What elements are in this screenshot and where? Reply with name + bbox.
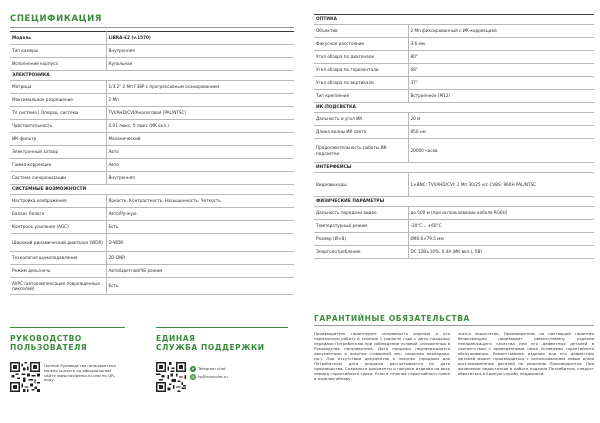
guide-qr-code[interactable] (10, 362, 40, 392)
spec-row (10, 58, 294, 71)
spec-value: Авто (106, 159, 294, 172)
spec-key: Длина волны ИК-света (314, 126, 408, 139)
spec-value: 0.01 люкс, 0 люкс (ИК вкл.) (106, 120, 294, 133)
support-qr-code[interactable] (156, 362, 186, 392)
spec-value: Механический (106, 133, 294, 146)
section-title: ЭЛЕКТРОНИКА (10, 71, 294, 81)
spec-section-header (314, 103, 594, 113)
spec-table-left (10, 31, 294, 295)
spec-value: Внутренняя (106, 45, 294, 58)
spec-row (314, 139, 594, 163)
section-title: ИК-ПОДСВЕТКА (314, 103, 594, 113)
spec-value: 3.6 мм (408, 38, 594, 51)
spec-row (314, 246, 594, 259)
spec-row (10, 221, 294, 234)
guide-text: Полное Руководство пользователя можно скачать на официальном сайте www.novibemo.ru или по QR-коду. (44, 363, 116, 383)
spec-row (10, 81, 294, 94)
spec-row (314, 77, 594, 90)
spec-key: AVPC (автокомпенсация поврежденных пикселей) (10, 277, 106, 295)
spec-key: Баланс белого (10, 208, 106, 221)
spec-key: Система синхронизации (10, 172, 106, 185)
spec-value: Авто (106, 146, 294, 159)
spec-value: Авто/Цветной/ЧБ режим (106, 264, 294, 277)
spec-key: TV система | Операц. система (10, 107, 106, 120)
spec-key: Дальность передачи видео (314, 207, 408, 220)
spec-key: Режим день/ночь (10, 264, 106, 277)
spec-value: 20000 часов (408, 139, 594, 163)
spec-section-header (10, 185, 294, 195)
spec-key: Модель (10, 32, 106, 45)
support-title-line1: ЕДИНАЯ (156, 334, 196, 343)
spec-row (10, 277, 294, 295)
spec-key: Тип крепления (314, 90, 408, 103)
spec-section-header (314, 15, 594, 25)
guide-title-line1: РУКОВОДСТВО (10, 334, 82, 343)
spec-key: Энергопотребление (314, 246, 408, 259)
spec-key: Угол обзора по вертикали (314, 77, 408, 90)
spec-row (314, 113, 594, 126)
spec-value: 37° (408, 77, 594, 90)
spec-row (10, 32, 294, 45)
support-title (156, 334, 265, 352)
spec-row (314, 173, 594, 197)
spec-key: Настройка изображения (10, 195, 106, 208)
section-title: ФИЗИЧЕСКИЕ ПАРАМЕТРЫ (314, 197, 594, 207)
support-title-line2: СЛУЖБА ПОДДЕРЖКИ (156, 343, 265, 352)
spec-value: -20°C ...+60°C (408, 220, 594, 233)
spec-key: ИК-фильтр (10, 133, 106, 146)
spec-row (314, 90, 594, 103)
divider (10, 327, 125, 328)
spec-key: Угол обзора по горизонтали (314, 64, 408, 77)
spec-key: Фокусное расстояние (314, 38, 408, 51)
spec-key: Максимальное разрешение (10, 94, 106, 107)
spec-title: СПЕЦИФИКАЦИЯ (10, 14, 102, 24)
spec-key: Широкий динамический диапазон (WDR) (10, 234, 106, 252)
spec-row (10, 172, 294, 185)
spec-value: Есть (106, 277, 294, 295)
warranty-text-col1: Производитель гарантирует исправность изделия и его нормальную работу в течение 1 (одного) года с даты продажи/передачи Потребителю при соблюдении условий, изложенных в Руководстве пользователя. Дата продажи подтверждается документами о покупке (товарный чек, товарная накладная, пр.). При отсутствии документов о покупке (продажи для Потребителя) дата продажи рассчитывается по дате производства. Сохраните документы о покупке изделия на весь период гарантийного срока. Если в течение гарантийного срока в изделии обнару- (314, 331, 450, 381)
section-title: СИСТЕМНЫЕ ВОЗМОЖНОСТИ (10, 185, 294, 195)
spec-key: Электронный затвор (10, 146, 106, 159)
warranty-title: ГАРАНТИЙНЫЕ ОБЯЗАТЕЛЬСТВА (314, 314, 470, 323)
spec-row (314, 126, 594, 139)
spec-value: 850 нм (408, 126, 594, 139)
spec-value: 20 м (408, 113, 594, 126)
spec-key: Технология шумоподавления (10, 251, 106, 264)
spec-row (10, 264, 294, 277)
email-link[interactable]: tp@novicam.ru (198, 373, 228, 379)
spec-value: 2 Мп фиксированный с ИК-коррекцией (408, 25, 594, 38)
spec-value: 1/3.2" 2 Мп F38P с прогрессивным сканированием (106, 81, 294, 94)
telegram-icon: ➤ (191, 366, 195, 371)
spec-value: 1×BNC: TVI/AHD/CVI: 2 Мп 30/25 к/с CVBS: 960H PAL/NTSC (408, 173, 594, 197)
spec-row (314, 220, 594, 233)
spec-value: Авто/Ручную (106, 208, 294, 221)
spec-value: TVI/AHD/CVI/Аналоговая (PAL/NTSC) (106, 107, 294, 120)
email-icon: @ (191, 374, 195, 379)
spec-key: Исполнение корпуса (10, 58, 106, 71)
section-title: ОПТИКА (314, 15, 594, 25)
spec-key: Температурный режим (314, 220, 408, 233)
spec-row (10, 195, 294, 208)
spec-value: DC 12В±10%, 0.4А (ИК вкл.), 5Вт (408, 246, 594, 259)
guide-title-line2: ПОЛЬЗОВАТЕЛЯ (10, 343, 88, 352)
spec-key: Гамма-коррекция (10, 159, 106, 172)
spec-row (10, 251, 294, 264)
spec-value: 2 Мп (106, 94, 294, 107)
telegram-link[interactable]: Telegram chat (198, 365, 226, 371)
spec-key: Чувствительность (10, 120, 106, 133)
warranty-text-col2: жится недостаток, Производитель по настоящей гарантии безвозмездно производит ремонт/замену изделия ненадлежащего качества или его дефектных деталей в соответствии с приведенными ниже Условиями гарантийного обслуживания. Ремонт/замена изделия или его дефектных деталей может производиться с использованием новых и/или восстановленных деталей по решению Производителя. При выявлении недостатков в работе изделия Потребитель следует обратиться в Единую службу поддержки. (458, 331, 594, 376)
section-title: ИНТЕРФЕЙСЫ (314, 163, 594, 173)
guide-title (10, 334, 87, 352)
spec-row (10, 133, 294, 146)
spec-row (314, 38, 594, 51)
spec-key: Видеовыходы (314, 173, 408, 197)
spec-key: Размер (Ø×В) (314, 233, 408, 246)
spec-row (314, 51, 594, 64)
spec-key: Объектив (314, 25, 408, 38)
spec-value: 68° (408, 64, 594, 77)
spec-value: LIBRA-E2 (v.1570) (106, 32, 294, 45)
spec-row (10, 45, 294, 58)
spec-value: до 500 м (при использовании кабеля RG6U) (408, 207, 594, 220)
spec-row (314, 25, 594, 38)
spec-row (314, 207, 594, 220)
spec-row (10, 94, 294, 107)
spec-value: D-WDR (106, 234, 294, 252)
spec-row (10, 107, 294, 120)
spec-value: Яркость, Контрастность, Насыщенность, Четкость (106, 195, 294, 208)
spec-value: Встроенное (M12) (408, 90, 594, 103)
divider (156, 327, 288, 328)
spec-row (10, 120, 294, 133)
spec-row (314, 233, 594, 246)
spec-table-right (314, 14, 594, 259)
spec-section-header (314, 197, 594, 207)
spec-value: Ø90.6×79.5 мм (408, 233, 594, 246)
spec-key: Угол обзора по диагонали (314, 51, 408, 64)
spec-row (10, 234, 294, 252)
spec-value: Купольная (106, 58, 294, 71)
spec-key: Продолжительность работы ИК-подсветки (314, 139, 408, 163)
spec-key: Дальность и угол ИК (314, 113, 408, 126)
spec-row (10, 159, 294, 172)
spec-value: 80° (408, 51, 594, 64)
spec-value: 2D-DNR (106, 251, 294, 264)
spec-value: Есть (106, 221, 294, 234)
spec-key: Тип камеры (10, 45, 106, 58)
spec-key: Контроль усиления (AGC) (10, 221, 106, 234)
spec-key: Матрица (10, 81, 106, 94)
spec-row (10, 208, 294, 221)
divider (10, 27, 294, 28)
spec-row (314, 64, 594, 77)
divider (314, 325, 594, 326)
spec-row (10, 146, 294, 159)
spec-section-header (314, 163, 594, 173)
spec-value: Внутренняя (106, 172, 294, 185)
spec-section-header (10, 71, 294, 81)
